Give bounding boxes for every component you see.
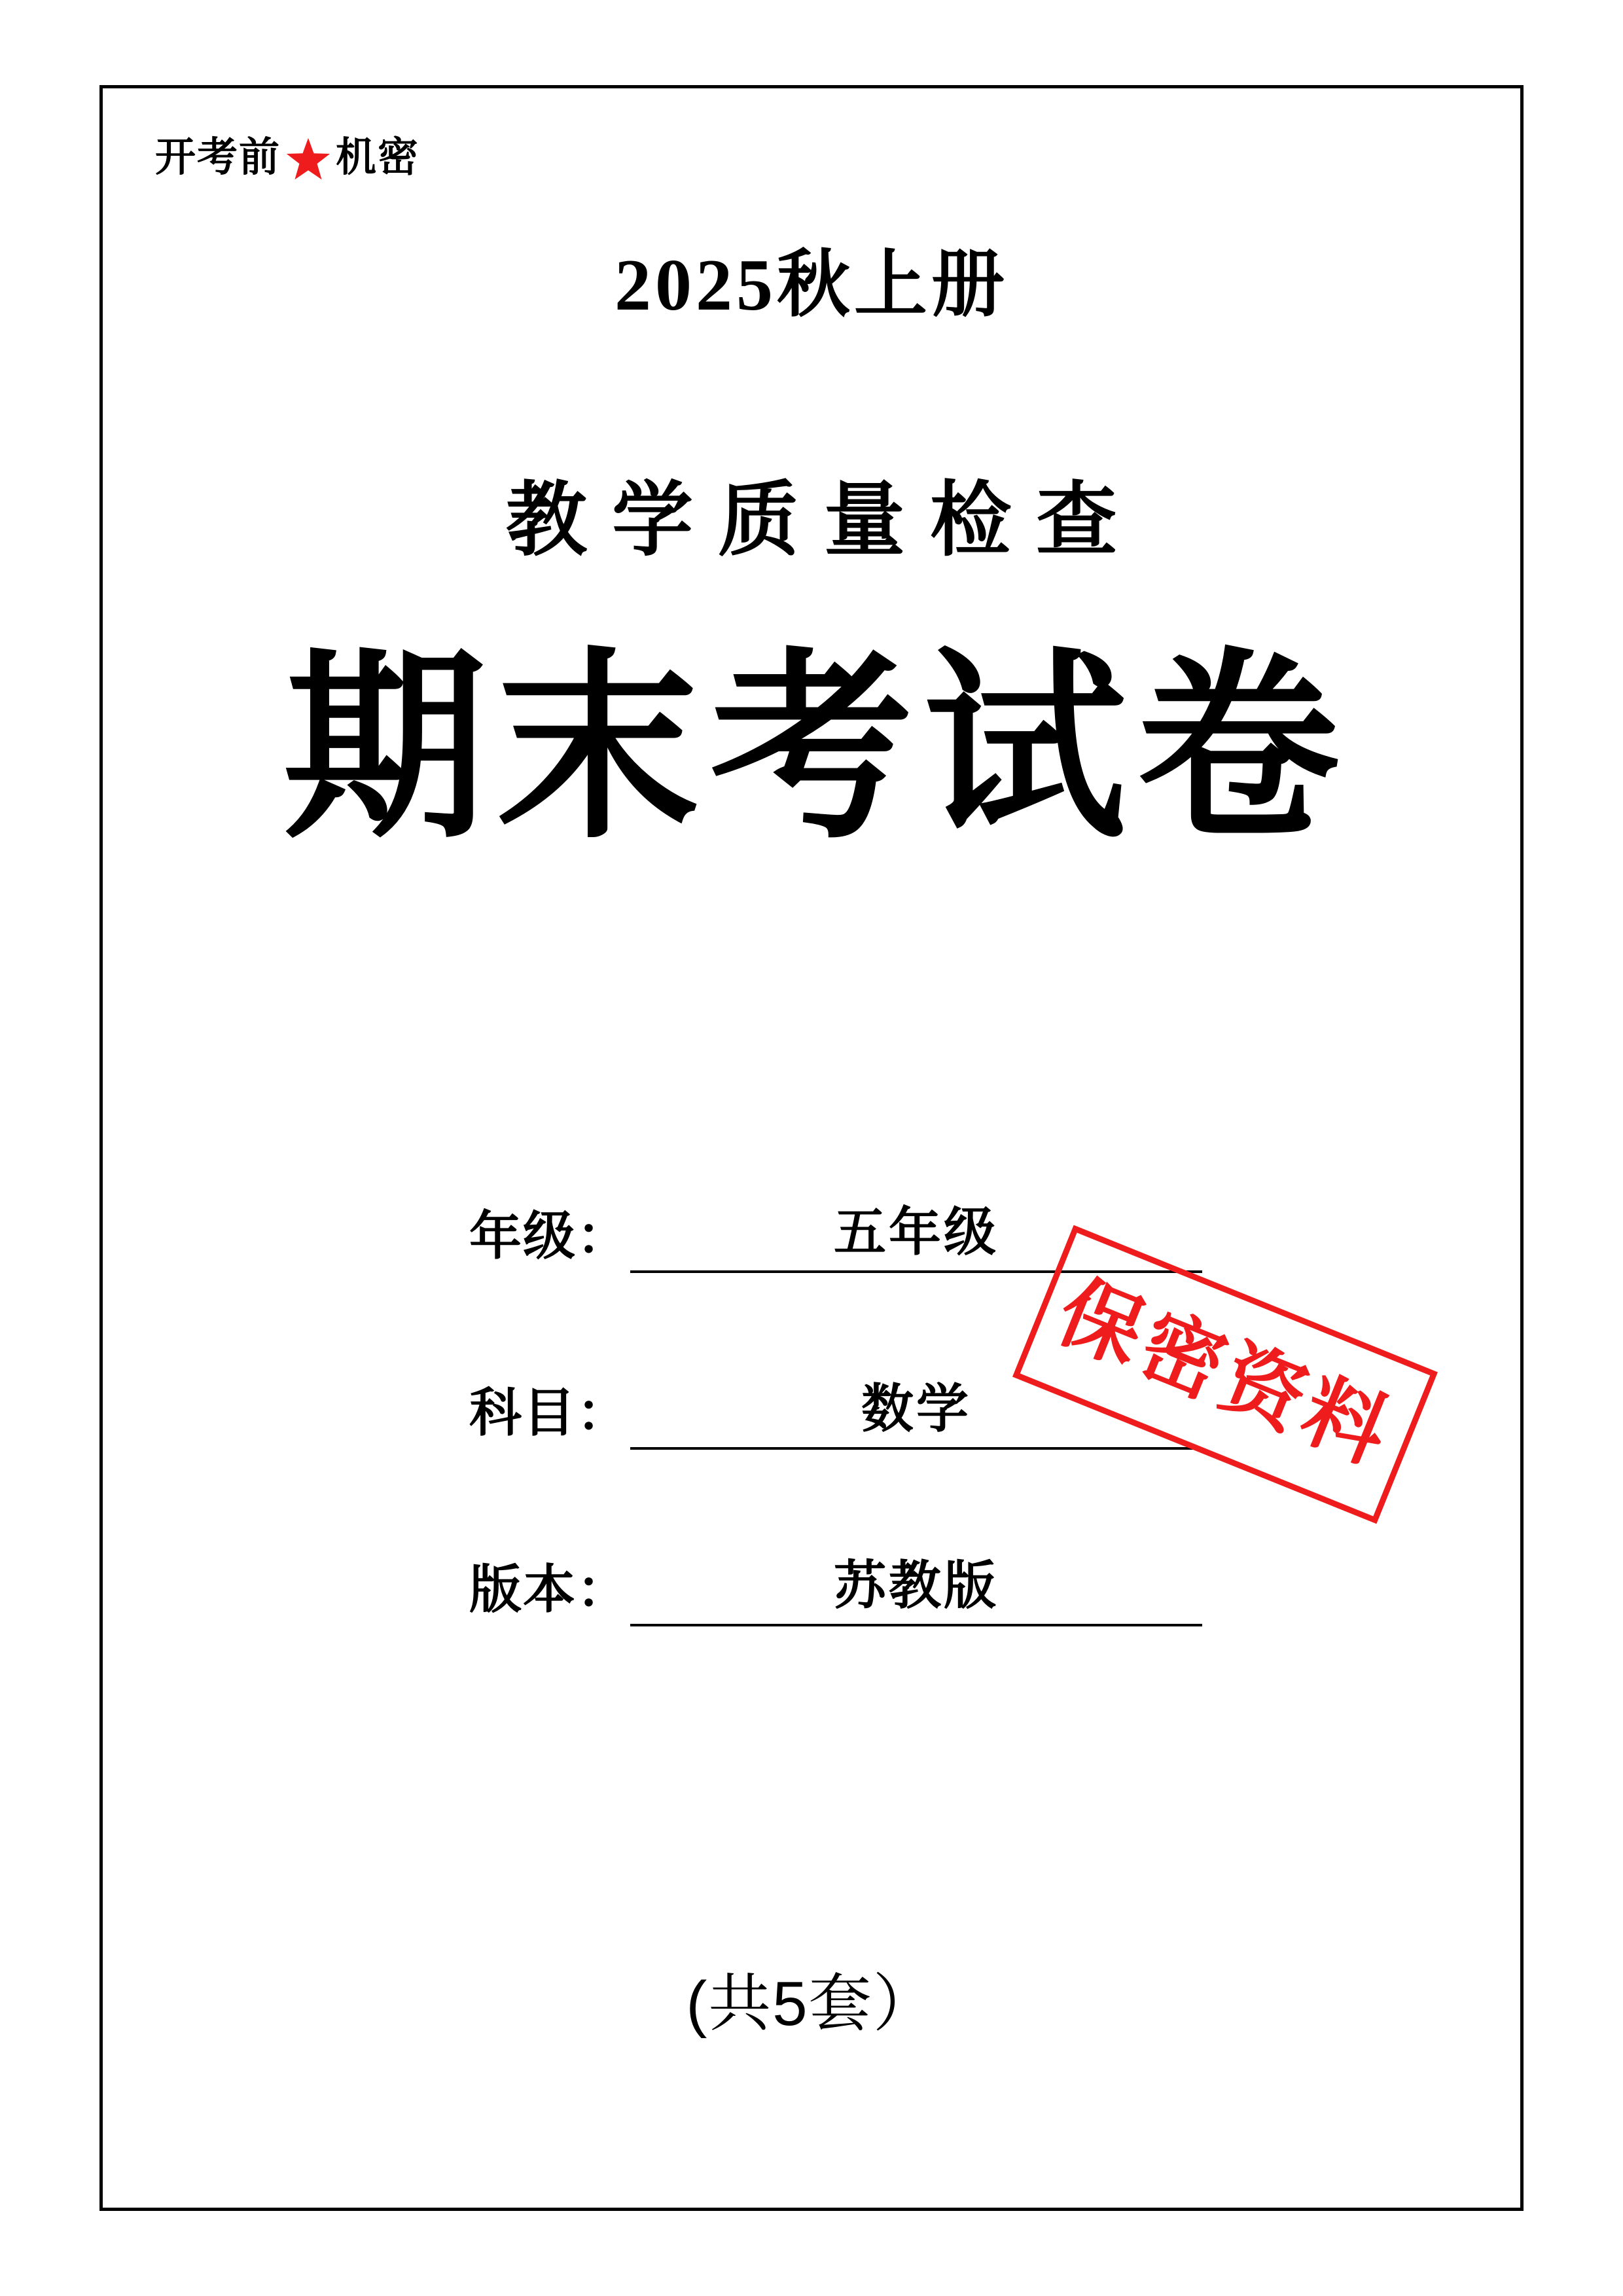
title-year: 2025秋上册 (615, 245, 1008, 326)
edition-field-input[interactable] (630, 1543, 1202, 1626)
edition-field-value: 苏教版 (834, 1558, 999, 1615)
edition-field-label: 版本： (469, 1562, 630, 1619)
page-border-frame (99, 85, 1524, 2211)
page-title: 期末考试卷 (283, 634, 1350, 861)
confidential-suffix-label: 机密 (336, 135, 420, 180)
set-count-label: (共5套） (686, 1969, 937, 2039)
grade-field-value: 五年级 (834, 1204, 999, 1262)
subject-field-value: 数学 (861, 1381, 971, 1439)
grade-field-label: 年级： (469, 1208, 630, 1266)
confidential-prefix-label: 开考前 (155, 135, 281, 180)
stamp-label: 保密资料 (1045, 1266, 1405, 1482)
title-subtitle: 教学质量检查 (505, 476, 1142, 565)
field-row-edition (469, 1548, 1202, 1626)
subject-field-label: 科目： (469, 1385, 630, 1443)
confidential-notice (155, 134, 419, 181)
red-star-icon (285, 136, 332, 183)
